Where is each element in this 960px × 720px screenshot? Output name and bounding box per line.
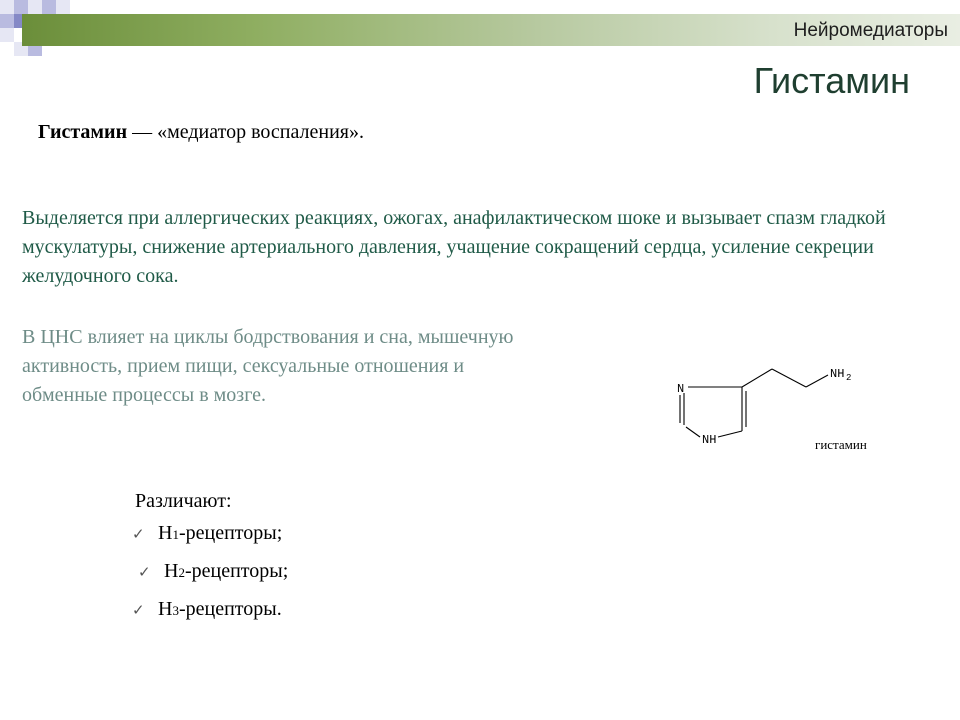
receptor-prefix: H [158,598,173,620]
intro-definition: — «медиатор воспаления». [127,121,364,143]
intro-term: Гистамин [38,121,128,143]
decor-square [42,0,56,14]
receptor-index: 1 [172,527,179,542]
section-title: Нейромедиаторы [793,20,948,41]
bond [742,369,772,387]
decor-square [56,0,70,14]
receptor-suffix: -рецепторы; [178,522,283,544]
check-icon: ✓ [132,601,145,619]
receptor-prefix: H [164,560,179,582]
receptor-suffix: -рецепторы; [184,560,289,582]
atom-n: N [677,382,685,396]
receptor-list [132,522,288,636]
decor-square [0,28,14,42]
effects-paragraph: Выделяется при аллергических реакциях, ожогах, анафилактическом шоке и вызывает спазм гладкой мускулатуры, снижение артериального давления, учащение сокращений сердца, усиление секреции желудочного сока. [22,207,886,287]
atom-nh: NH [702,433,717,447]
receptor-item [132,598,288,636]
cns-paragraph: В ЦНС влияет на циклы бодрствования и сна, мышечную активность, прием пищи, сексуальные отношения и обменные процессы в мозге. [22,326,514,406]
intro-line [38,121,364,144]
bond [718,431,742,437]
slide-title: Гистамин [753,60,910,101]
bond [772,369,806,387]
bond [806,375,828,387]
check-icon: ✓ [132,525,145,543]
atom-nh2: NH [830,367,845,381]
receptor-index: 2 [178,565,185,580]
receptor-prefix: H [158,522,173,544]
receptor-index: 3 [172,603,179,618]
decor-square [14,0,28,14]
structure-caption: гистамин [815,437,867,452]
check-icon: ✓ [138,563,151,581]
receptor-suffix: -рецепторы. [178,598,282,620]
bond [686,427,700,437]
decor-square [28,0,42,14]
decor-square [0,14,14,28]
receptor-item [138,560,288,598]
receptor-item [132,522,288,560]
atom-nh2-subscript: 2 [846,373,852,383]
decor-square [0,0,14,14]
receptors-heading: Различают: [135,490,232,512]
